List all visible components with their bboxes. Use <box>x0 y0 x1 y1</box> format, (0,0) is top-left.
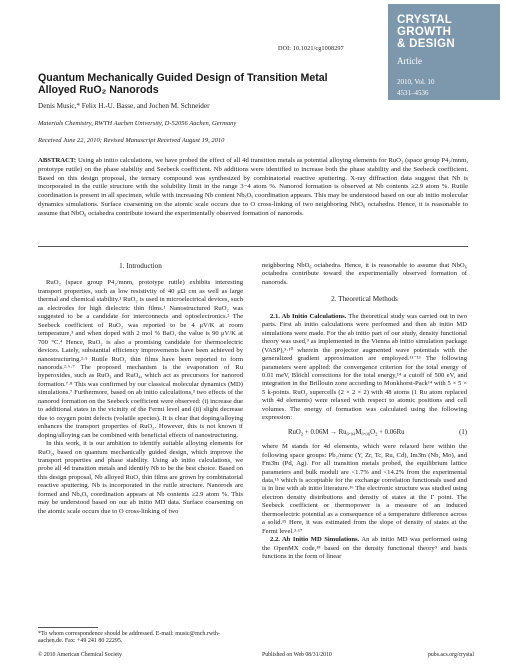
abstract-text: Using ab initio calculations, we have probed the effect of all 4d transition metals as potential alloying elements for RuO₂ (space group P4₂/mnm, prototype rutile) on the phase stability and Seebeck coefficient. Nb additions were identified to increase both the phase stability and the Seebeck coefficient. Based on this design proposal, the ternary compound was synthesized by combinatorial reactive sputtering. X-ray diffraction data suggest that Nb is incorporated in the rutile structure with the solubility limit in the range 3−4 atom %. Nanorod formation is observed at Nb contents ≥2.9 atom %. Rutile coordination is present in all specimen, while with increasing Nb content NbₓOᵧ coordination appears. This may be understood based on our ab initio molecular dynamics simulations. Surface coarsening on the atomic scale occurs due to O cross-linking of two neighboring NbO₆ octahedra. Hence, it is reasonable to assume that NbO₆ octahedra contribute toward the experimentally observed formation of nanorods. <box>38 157 468 217</box>
left-column <box>38 262 243 516</box>
footer-published: Published on Web 08/31/2010 <box>262 652 332 658</box>
footer-copyright: © 2010 American Chemical Society <box>38 652 122 658</box>
journal-pages: 4531–4536 <box>397 89 429 97</box>
journal-name-line2: GROWTH <box>397 26 452 38</box>
affiliation: Materials Chemistry, RWTH Aachen University, D-52056 Aachen, Germany <box>38 120 237 127</box>
section-heading-methods: 2. Theoretical Methods <box>331 295 398 304</box>
abstract <box>38 157 468 219</box>
equation-number: (1) <box>459 428 467 436</box>
article-type: Article <box>397 56 422 66</box>
equation-body: RuO₂ + 0.06M → Ru₀.₉₄M₀.₀₆O₂ + 0.06Ru <box>288 428 405 436</box>
footer-url[interactable]: pubs.acs.org/crystal <box>428 652 474 658</box>
equation-1 <box>288 429 467 437</box>
right-column <box>262 262 467 562</box>
correspondence-footnote: *To whom correspondence should be addressed. E-mail: music@mch.rwth-aachen.de. Fax: +49 241 80 22295. <box>38 631 220 645</box>
article-title: Quantum Mechanically Guided Design of Transition Metal Alloyed RuO₂ Nanorods <box>38 72 328 96</box>
journal-banner <box>388 4 500 100</box>
section-heading-introduction: 1. Introduction <box>119 262 162 270</box>
subsection-heading-md: 2.2. Ab Initio MD Simulations. <box>270 536 360 544</box>
abstract-divider <box>38 246 468 247</box>
methods-paragraph-1 <box>262 313 467 423</box>
journal-name-line1: CRYSTAL <box>397 14 453 26</box>
journal-year-volume: 2010, Vol. 10 <box>397 78 435 86</box>
methods-text-3: An ab initio MD was performed using the OpenMX code,¹⁸ based on the density functional theory⁹ and basis functions in the form of linear <box>262 536 467 561</box>
abstract-label: ABSTRACT: <box>38 157 77 164</box>
subsection-heading-ab-initio: 2.1. Ab Initio Calculations. <box>270 312 347 320</box>
footnote-divider <box>38 627 98 628</box>
journal-name-line3: & DESIGN <box>397 38 455 50</box>
author-list: Denis Music,* Felix H.-U. Basse, and Jochen M. Schneider <box>38 102 210 110</box>
intro-paragraph-continued: neighboring NbO₆ octahedra. Hence, it is reasonable to assume that NbO₆ octahedra contribute toward the experimentally observed formation of nanorods. <box>262 262 467 286</box>
intro-paragraph-2: In this work, it is our ambition to identify suitable alloying elements for RuO₂, based on quantum mechanically guided design, which improve the transport properties and phase stability. Using ab initio calculations, we probe all 4d transition metals and identify Nb to be the best choice. Based on this design proposal, Nb alloyed RuO₂ thin films are grown by combinatorial reactive sputtering. Nb is incorporated in the rutile structure. Nanorods are formed and NbₓOᵧ coordination appears at Nb contents ≥2.9 atom %. This may be understood based on our ab initio MD data. Surface coarsening on the atomic scale occurs due to O cross-linking of two <box>38 440 243 515</box>
doi-text[interactable]: DOI: 10.1021/cg1008297 <box>278 45 344 52</box>
methods-paragraph-2: where M stands for 4d elements, which were relaxed here within the following space groups: Pb₂/mmc (Y, Zr, Tc, Ru, Cd), Im3̄m (Nb, Mo), and Fm3̄m (Pd, Ag). For all transition metals probed, the equilibrium lattice parameters and bulk moduli are <1.7% and <14.2% from the experimental data,¹⁵ which is acceptable for the exchange correlation functionals used and is in line with ab initio literature.¹⁶ The electronic structure was studied using electron density distributions and density of states at the Γ point. The Seebeck coefficient or thermopower is a measure of an induced thermoelectric potential as a consequence of a temperature difference across a solid.¹⁵ Here, it was estimated from the slope of density of states at the Fermi level.³·¹⁷ <box>262 443 467 535</box>
methods-text-1: The theoretical study was carried out in two parts. First ab initio calculations were performed and then ab initio MD simulations were made. For the ab initio part of our study, density functional theory was used,⁹ as implemented in the Vienna ab initio simulation package (VASP),⁹·¹⁰ wherein the projector augmented wave potentials with the generalized gradient approximation are employed.¹¹⁻¹³ The following parameters were applied: the convergence criterion for the total energy of 0.01 meV, Blöchl corrections for the total energy,¹⁴ a cutoff of 500 eV, and integration in the Brillouin zone according to Monkhorst-Pack¹⁴ with 5 × 5 × 5 k-points. RuO₂ supercells (2 × 2 × 2) with 48 atoms (1 Ru atom replaced with 4d elements) were relaxed with respect to atomic positions and cell volumes. The energy of formation was calculated using the following expression: <box>262 312 467 422</box>
received-dates: Received June 22, 2010; Revised Manuscript Received August 19, 2010 <box>38 137 225 144</box>
methods-paragraph-3 <box>262 536 467 561</box>
intro-paragraph-1: RuO₂ (space group P4₂/mnm, prototype rutile) exhibits interesting transport properties, such as low resistivity of 40 μΩ cm as well as large thermal and chemical stability.¹ RuO₂ is used in microelectrical devices, such as electrodes for high dielectric thin films.¹ Nanostructured RuO₂ was suggested to be a candidate for interconnects and optoelectronics.² The Seebeck coefficient of RuO₂ was reported to be 4 μV/K at room temperature,³ and when doped with 2 mol % BaO, the value is 90 μV/K at 700 °C.⁴ Hence, RuO₂ is also a promising candidate for thermoelectric devices. Lately, substantial efficiency improvements have been achieved by nanostructuring.²·⁵ Rutile RuO₂ thin films have been reported to form nanorods.²·⁶·⁷ The proposed mechanism is the evaporation of Ru hyperoxides, such as RuO₃ and RuO₄, which act as precursors for nanorod formation.⁷·⁸ This was confirmed by our classical molecular dynamics (MD) simulations.⁷ Furthermore, based on ab initio calculations,³ two effects of the nanorod formation on the Seebeck coefficient were observed: (i) increase due to additional states in the vicinity of the Fermi level and (ii) slight decrease due to oxygen point defects (volatile species). It is clear that doping/alloying enhances the transport properties of RuO₂. However, this is not known if doping/alloying can be combined with beneficial effects of nanostructuring. <box>38 279 243 439</box>
